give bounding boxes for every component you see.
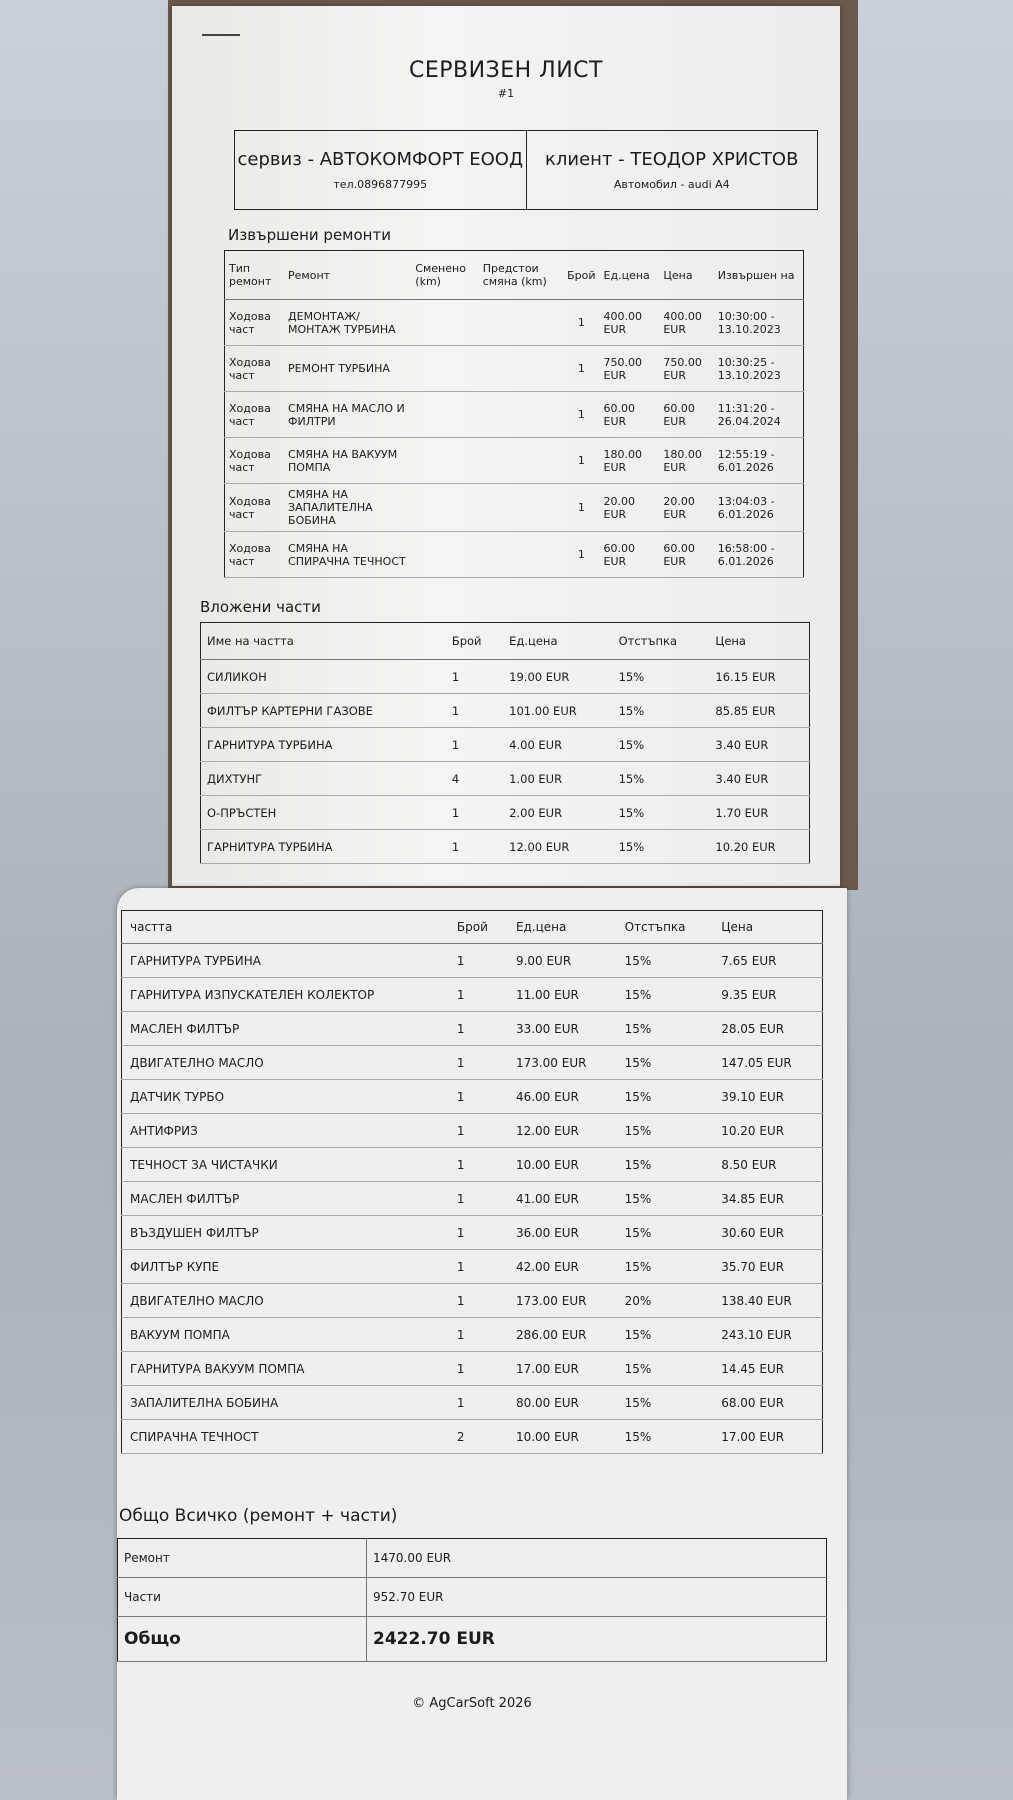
repair-cell-type: Ходова част	[225, 346, 285, 392]
part-row	[122, 1216, 823, 1250]
totals-grand-label: Общо	[118, 1617, 367, 1662]
part-row	[122, 1114, 823, 1148]
part-cell-unit: 10.00 EUR	[508, 1148, 617, 1182]
parts-column-header: Цена	[713, 911, 822, 944]
totals-parts-row	[118, 1578, 827, 1617]
part-cell-price: 1.70 EUR	[709, 796, 809, 830]
repairs-column-header: Брой	[563, 251, 599, 300]
repair-cell-unit: 60.00 EUR	[600, 392, 660, 438]
part-cell-name: ГАРНИТУРА ТУРБИНА	[201, 830, 446, 864]
part-cell-price: 30.60 EUR	[713, 1216, 822, 1250]
part-cell-name: ГАРНИТУРА ВАКУУМ ПОМПА	[122, 1352, 449, 1386]
repair-cell-date: 13:04:03 - 6.01.2026	[714, 484, 804, 532]
repair-cell-price: 180.00 EUR	[659, 438, 713, 484]
part-cell-unit: 17.00 EUR	[508, 1352, 617, 1386]
client-name: клиент - ТЕОДОР ХРИСТОВ	[545, 149, 799, 170]
part-row	[122, 1182, 823, 1216]
part-row	[122, 944, 823, 978]
repair-cell-changed	[411, 484, 478, 532]
part-cell-qty: 1	[446, 660, 503, 694]
part-cell-qty: 1	[446, 728, 503, 762]
part-row	[122, 978, 823, 1012]
part-cell-price: 68.00 EUR	[713, 1386, 822, 1420]
totals-repair-row	[118, 1539, 827, 1578]
repair-cell-date: 11:31:20 - 26.04.2024	[714, 392, 804, 438]
part-cell-disc: 15%	[617, 1386, 714, 1420]
repair-cell-type: Ходова част	[225, 532, 285, 578]
footer-copyright: © AgCarSoft 2026	[412, 1696, 532, 1711]
repair-cell-date: 10:30:25 - 13.10.2023	[714, 346, 804, 392]
repair-cell-type: Ходова част	[225, 300, 285, 346]
part-cell-disc: 15%	[613, 728, 710, 762]
repair-cell-name: СМЯНА НА СПИРАЧНА ТЕЧНОСТ	[284, 532, 411, 578]
part-cell-name: СПИРАЧНА ТЕЧНОСТ	[122, 1420, 449, 1454]
page-mark	[202, 34, 240, 36]
repair-row	[225, 346, 804, 392]
repair-cell-unit: 750.00 EUR	[600, 346, 660, 392]
repair-cell-qty: 1	[563, 484, 599, 532]
client-block	[526, 131, 818, 209]
document-number: #1	[497, 87, 515, 100]
part-cell-qty: 1	[449, 1386, 508, 1420]
part-cell-disc: 15%	[613, 694, 710, 728]
repair-cell-changed	[411, 346, 478, 392]
repair-cell-next	[479, 438, 563, 484]
repair-cell-name: ДЕМОНТАЖ/МОНТАЖ ТУРБИНА	[284, 300, 411, 346]
repair-cell-price: 750.00 EUR	[659, 346, 713, 392]
repair-cell-next	[479, 484, 563, 532]
part-cell-name: СИЛИКОН	[201, 660, 446, 694]
part-cell-price: 34.85 EUR	[713, 1182, 822, 1216]
part-cell-price: 138.40 EUR	[713, 1284, 822, 1318]
repair-cell-qty: 1	[563, 532, 599, 578]
repair-row	[225, 438, 804, 484]
part-cell-qty: 1	[449, 1216, 508, 1250]
part-cell-price: 3.40 EUR	[709, 728, 809, 762]
repair-cell-price: 400.00 EUR	[659, 300, 713, 346]
totals-section-title: Общо Всичко (ремонт + части)	[119, 1506, 398, 1526]
part-row	[122, 1080, 823, 1114]
part-row	[122, 1352, 823, 1386]
part-cell-disc: 15%	[617, 1148, 714, 1182]
parts-column-header: Брой	[449, 911, 508, 944]
parts-column-header: Ед.цена	[503, 623, 612, 660]
part-cell-qty: 1	[446, 830, 503, 864]
totals-parts-value: 952.70 EUR	[367, 1578, 827, 1617]
repair-cell-next	[479, 346, 563, 392]
repair-cell-changed	[411, 300, 478, 346]
part-row	[201, 796, 810, 830]
repair-cell-changed	[411, 532, 478, 578]
totals-repair-label: Ремонт	[118, 1539, 367, 1578]
part-cell-name: ГАРНИТУРА ТУРБИНА	[122, 944, 449, 978]
totals-parts-label: Части	[118, 1578, 367, 1617]
part-row	[122, 1012, 823, 1046]
parts-column-header: Ед.цена	[508, 911, 617, 944]
repair-cell-name: РЕМОНТ ТУРБИНА	[284, 346, 411, 392]
part-cell-price: 85.85 EUR	[709, 694, 809, 728]
part-cell-qty: 1	[449, 1046, 508, 1080]
repair-cell-name: СМЯНА НА ВАКУУМ ПОМПА	[284, 438, 411, 484]
part-row	[122, 1318, 823, 1352]
part-cell-name: МАСЛЕН ФИЛТЪР	[122, 1182, 449, 1216]
part-cell-name: ФИЛТЪР КУПЕ	[122, 1250, 449, 1284]
part-cell-unit: 36.00 EUR	[508, 1216, 617, 1250]
repair-cell-unit: 180.00 EUR	[600, 438, 660, 484]
part-cell-qty: 1	[449, 1114, 508, 1148]
totals-table	[117, 1538, 827, 1662]
part-cell-price: 10.20 EUR	[709, 830, 809, 864]
part-cell-qty: 1	[449, 1284, 508, 1318]
part-cell-qty: 1	[449, 1318, 508, 1352]
header-box	[234, 130, 818, 210]
part-cell-unit: 42.00 EUR	[508, 1250, 617, 1284]
part-cell-name: ТЕЧНОСТ ЗА ЧИСТАЧКИ	[122, 1148, 449, 1182]
part-cell-disc: 15%	[617, 1318, 714, 1352]
part-cell-name: ВЪЗДУШЕН ФИЛТЪР	[122, 1216, 449, 1250]
part-cell-disc: 20%	[617, 1284, 714, 1318]
parts-table-page2	[121, 910, 823, 1454]
part-cell-unit: 12.00 EUR	[503, 830, 612, 864]
part-cell-disc: 15%	[613, 660, 710, 694]
part-cell-qty: 1	[449, 1352, 508, 1386]
client-car: Автомобил - audi A4	[613, 178, 730, 191]
part-cell-unit: 46.00 EUR	[508, 1080, 617, 1114]
part-cell-disc: 15%	[617, 1080, 714, 1114]
part-cell-name: ДВИГАТЕЛНО МАСЛО	[122, 1284, 449, 1318]
document-title: СЕРВИЗЕН ЛИСТ	[409, 58, 603, 83]
part-row	[201, 762, 810, 796]
repair-cell-price: 60.00 EUR	[659, 392, 713, 438]
repair-cell-price: 20.00 EUR	[659, 484, 713, 532]
part-cell-name: МАСЛЕН ФИЛТЪР	[122, 1012, 449, 1046]
repair-cell-unit: 60.00 EUR	[600, 532, 660, 578]
service-phone: тел.0896877995	[333, 178, 428, 191]
part-cell-qty: 1	[449, 978, 508, 1012]
part-cell-name: ДВИГАТЕЛНО МАСЛО	[122, 1046, 449, 1080]
part-cell-name: ЗАПАЛИТЕЛНА БОБИНА	[122, 1386, 449, 1420]
part-cell-unit: 12.00 EUR	[508, 1114, 617, 1148]
repairs-column-header: Тип ремонт	[225, 251, 285, 300]
repair-cell-qty: 1	[563, 392, 599, 438]
repair-cell-qty: 1	[563, 438, 599, 484]
part-cell-disc: 15%	[617, 1216, 714, 1250]
part-cell-unit: 19.00 EUR	[503, 660, 612, 694]
repairs-column-header: Предстои смяна (km)	[479, 251, 563, 300]
part-cell-price: 243.10 EUR	[713, 1318, 822, 1352]
repair-cell-name: СМЯНА НА ЗАПАЛИТЕЛНА БОБИНА	[284, 484, 411, 532]
repair-cell-name: СМЯНА НА МАСЛО И ФИЛТРИ	[284, 392, 411, 438]
part-row	[122, 1046, 823, 1080]
repair-cell-next	[479, 300, 563, 346]
part-cell-disc: 15%	[613, 830, 710, 864]
part-cell-price: 17.00 EUR	[713, 1420, 822, 1454]
repair-cell-date: 10:30:00 - 13.10.2023	[714, 300, 804, 346]
part-cell-disc: 15%	[617, 1012, 714, 1046]
part-cell-price: 35.70 EUR	[713, 1250, 822, 1284]
part-cell-disc: 15%	[617, 1046, 714, 1080]
repair-row	[225, 392, 804, 438]
repair-cell-next	[479, 532, 563, 578]
repair-cell-type: Ходова част	[225, 392, 285, 438]
part-row	[122, 1420, 823, 1454]
part-cell-name: ВАКУУМ ПОМПА	[122, 1318, 449, 1352]
part-cell-name: ГАРНИТУРА ТУРБИНА	[201, 728, 446, 762]
part-row	[201, 830, 810, 864]
part-row	[201, 728, 810, 762]
part-cell-unit: 1.00 EUR	[503, 762, 612, 796]
totals-grand-row	[118, 1617, 827, 1662]
part-cell-unit: 173.00 EUR	[508, 1284, 617, 1318]
part-cell-unit: 80.00 EUR	[508, 1386, 617, 1420]
part-cell-qty: 1	[449, 944, 508, 978]
repair-cell-unit: 400.00 EUR	[600, 300, 660, 346]
repair-cell-changed	[411, 438, 478, 484]
part-cell-disc: 15%	[617, 1250, 714, 1284]
repairs-column-header: Ремонт	[284, 251, 411, 300]
part-cell-unit: 11.00 EUR	[508, 978, 617, 1012]
part-cell-qty: 1	[449, 1182, 508, 1216]
part-cell-price: 16.15 EUR	[709, 660, 809, 694]
part-cell-name: ДАТЧИК ТУРБО	[122, 1080, 449, 1114]
repairs-column-header: Цена	[659, 251, 713, 300]
repair-row	[225, 532, 804, 578]
repairs-column-header: Ед.цена	[600, 251, 660, 300]
repairs-column-header: Извършен на	[714, 251, 804, 300]
part-cell-unit: 4.00 EUR	[503, 728, 612, 762]
repair-cell-changed	[411, 392, 478, 438]
parts-column-header: Име на частта	[201, 623, 446, 660]
part-cell-price: 7.65 EUR	[713, 944, 822, 978]
part-cell-price: 39.10 EUR	[713, 1080, 822, 1114]
parts-table-page1	[200, 622, 810, 864]
page-2	[117, 888, 847, 1800]
part-cell-unit: 286.00 EUR	[508, 1318, 617, 1352]
totals-grand-value: 2422.70 EUR	[367, 1617, 827, 1662]
part-row	[122, 1148, 823, 1182]
part-cell-price: 28.05 EUR	[713, 1012, 822, 1046]
service-block	[235, 131, 526, 209]
part-cell-qty: 1	[446, 796, 503, 830]
part-cell-price: 14.45 EUR	[713, 1352, 822, 1386]
part-row	[122, 1284, 823, 1318]
totals-repair-value: 1470.00 EUR	[367, 1539, 827, 1578]
part-row	[122, 1386, 823, 1420]
part-cell-disc: 15%	[617, 978, 714, 1012]
part-cell-unit: 41.00 EUR	[508, 1182, 617, 1216]
part-cell-price: 10.20 EUR	[713, 1114, 822, 1148]
part-cell-unit: 2.00 EUR	[503, 796, 612, 830]
part-cell-name: ФИЛТЪР КАРТЕРНИ ГАЗОВЕ	[201, 694, 446, 728]
repair-cell-unit: 20.00 EUR	[600, 484, 660, 532]
repairs-table	[224, 250, 804, 578]
part-cell-disc: 15%	[617, 1352, 714, 1386]
part-cell-disc: 15%	[617, 1420, 714, 1454]
part-cell-qty: 2	[449, 1420, 508, 1454]
part-cell-name: О-ПРЪСТЕН	[201, 796, 446, 830]
parts-section-title: Вложени части	[200, 598, 321, 616]
part-cell-price: 3.40 EUR	[709, 762, 809, 796]
parts-column-header: Отстъпка	[617, 911, 714, 944]
part-row	[201, 694, 810, 728]
repairs-section-title: Извършени ремонти	[228, 226, 391, 244]
repair-cell-type: Ходова част	[225, 438, 285, 484]
part-cell-disc: 15%	[617, 944, 714, 978]
part-cell-qty: 1	[446, 694, 503, 728]
repair-cell-qty: 1	[563, 346, 599, 392]
repair-cell-qty: 1	[563, 300, 599, 346]
part-cell-unit: 9.00 EUR	[508, 944, 617, 978]
part-cell-price: 8.50 EUR	[713, 1148, 822, 1182]
part-cell-price: 9.35 EUR	[713, 978, 822, 1012]
part-cell-disc: 15%	[617, 1114, 714, 1148]
part-cell-qty: 1	[449, 1012, 508, 1046]
part-cell-unit: 10.00 EUR	[508, 1420, 617, 1454]
repair-row	[225, 300, 804, 346]
part-cell-unit: 33.00 EUR	[508, 1012, 617, 1046]
parts-column-header: Цена	[709, 623, 809, 660]
part-cell-qty: 1	[449, 1148, 508, 1182]
repair-cell-date: 12:55:19 - 6.01.2026	[714, 438, 804, 484]
parts-column-header: Брой	[446, 623, 503, 660]
repair-cell-price: 60.00 EUR	[659, 532, 713, 578]
part-cell-unit: 101.00 EUR	[503, 694, 612, 728]
part-cell-name: ГАРНИТУРА ИЗПУСКАТЕЛЕН КОЛЕКТОР	[122, 978, 449, 1012]
part-cell-disc: 15%	[617, 1182, 714, 1216]
part-cell-unit: 173.00 EUR	[508, 1046, 617, 1080]
part-row	[201, 660, 810, 694]
part-row	[122, 1250, 823, 1284]
part-cell-qty: 4	[446, 762, 503, 796]
parts-column-header: Отстъпка	[613, 623, 710, 660]
part-cell-qty: 1	[449, 1250, 508, 1284]
parts-column-header: частта	[122, 911, 449, 944]
repair-cell-next	[479, 392, 563, 438]
service-name: сервиз - АВТОКОМФОРТ ЕООД	[237, 149, 524, 170]
part-cell-price: 147.05 EUR	[713, 1046, 822, 1080]
repair-cell-date: 16:58:00 - 6.01.2026	[714, 532, 804, 578]
part-cell-qty: 1	[449, 1080, 508, 1114]
repairs-column-header: Сменено (km)	[411, 251, 478, 300]
repair-cell-type: Ходова част	[225, 484, 285, 532]
repair-row	[225, 484, 804, 532]
part-cell-name: ДИХТУНГ	[201, 762, 446, 796]
part-cell-disc: 15%	[613, 796, 710, 830]
part-cell-disc: 15%	[613, 762, 710, 796]
page-1	[172, 6, 840, 886]
part-cell-name: АНТИФРИЗ	[122, 1114, 449, 1148]
